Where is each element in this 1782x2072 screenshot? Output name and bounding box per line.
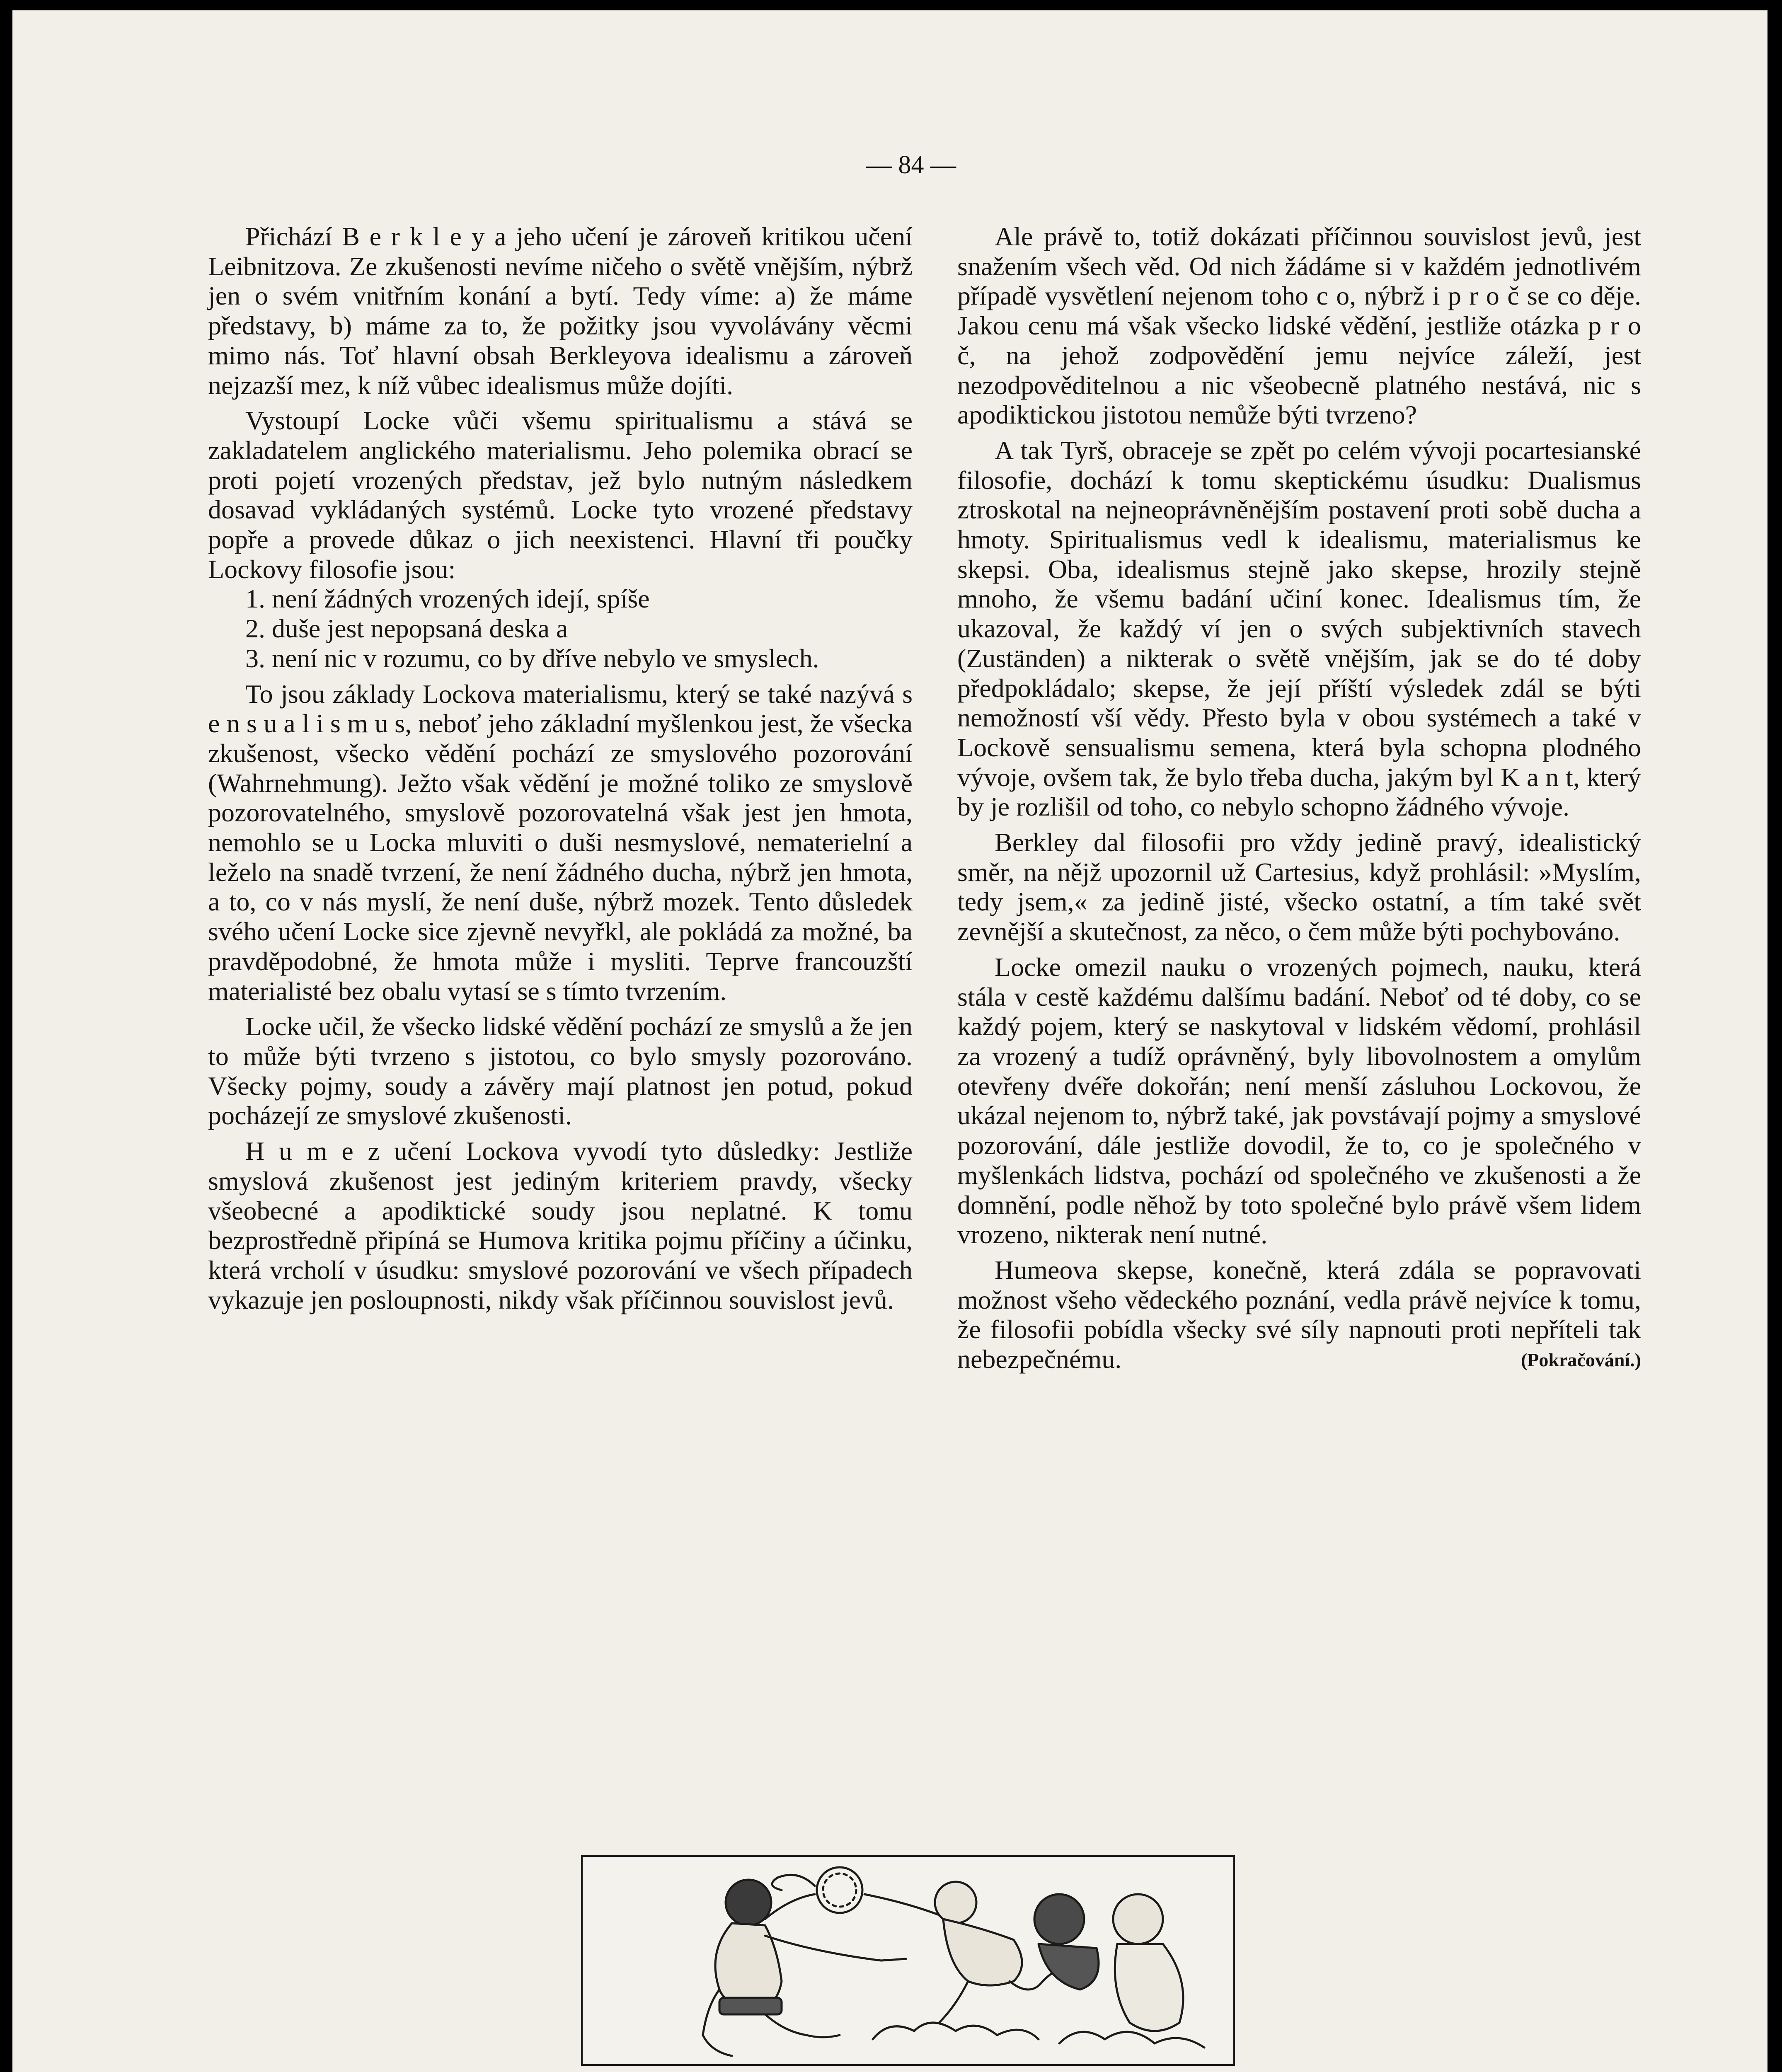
paragraph-hume-skepsis: Humeova skepse, konečně, která zdála se popravovati možnost všeho vědeckého poznání, vedla právě nejvíce k tomu, že filosofii pobídla všecky své síly napnouti proti nepříteli tak nebezpečnému. [957,1255,1641,1374]
paragraph-locke-limited: Locke omezil nauku o vrozených pojmech, nauku, která stála v cestě každému dalšímu badání. Neboť od té doby, co se každý pojem, který se naskytoval v lidském vědomí, prohlásil za vrozený a tudíž oprávněný, byly libovolnostem a omylům otevřeny dvéře dokořán; není menší zásluhou Lockovou, že ukázal nejenom to, nýbrž také, jak povstávají pojmy a smyslové pozorování, dále jestliže dovodil, že to, co je společného v myšlenkách lidstva, pochází od společného ve zkušenosti a že domnění, podle něhož by toto společné bylo právě všem lidem vrozeno, nikterak není nutné. [957,952,1641,1249]
page-sheet [12,10,1767,2072]
paragraph-sensualism: To jsou základy Lockova materialismu, který se také nazývá s e n s u a l i s m u s, neboť jeho základní myšlenkou jest, že všecka zkušenost, všecko vědění pochází ze smyslového pozorování (Wahrnehmung). Ježto však vědění je možné toliko ze smyslově pozorovatelného, smyslově pozorovatelná však jest jen hmota, nemohlo se u Locka mluviti o duši nesmyslové, nematerielní a leželo na snadě tvrzení, že není žádného ducha, nýbrž jen hmota, a to, co v nás myslí, že není duše, nýbrž mozek. Tento důsledek svého učení Locke sice zjevně nevyřkl, ale pokládá za možné, ba pravděpodobné, že hmota může i mysliti. Teprve francouzští materialisté bez obalu vytasí se s tímto tvrzením. [208,679,913,1006]
right-figure-body [1115,1944,1183,2031]
right-figure-head [1113,1894,1163,1944]
right-column [957,222,1641,1375]
dust-cloud-right [1059,2032,1204,2048]
dark-figure-body [1039,1944,1099,1990]
laurel-wreath-leaves [823,1874,856,1907]
paragraph-locke-intro: Vystoupí Locke vůči všemu spiritualismu a stává se zakladatelem anglického materialismu. Jeho polemika obrací se proti pojetí vrozených představ, jež bylo nutným následkem dosavad vykládaných systémů. Locke tyto vrozené představy popře a provede důkaz o jich neexistenci. Hlavní tři poučky Lockovy filosofie jsou: [208,406,913,584]
list-item: 3. není nic v rozumu, co by dříve nebylo ve smyslech. [245,643,819,673]
youth-leg-front [939,1981,968,2023]
list-item: 2. duše jest nepopsaná deska a [245,614,568,644]
paragraph-berkley-direction: Berkley dal filosofii pro vždy jedině pravý, idealistický směr, na nějž upozornil už Cartesius, když prohlásil: »Myslím, tedy jsem,« za jedině jisté, všecko ostatní, a tím také svět zevnější a skutečnost, za něco, o čem může býti pochybováno. [957,828,1641,946]
continued-note: (Pokračování.) [1521,1349,1641,1370]
left-column [208,222,913,1314]
youth-head [935,1882,976,1923]
list-item: 1. není žádných vrozených idejí, spíše [245,584,650,614]
paragraph-tyrs: A tak Tyrš, obraceje se zpět po celém vývoji pocartesianské filosofie, dochází k tomu skeptickému úsudku: Dualismus ztroskotal na nejneoprávněnějším postavení proti sobě ducha a hmoty. Spiritualismus vedl k idealismu, materialismus ke skepsi. Oba, idealismus stejně jako skepse, hrozily stejně mnoho, že všemu badání učiní konec. Idealismus tím, že ukazoval, že každý ví jen o svých subjektivních stavech (Zuständen) a nikterak o světě vnějším, jak se do té doby předpokládalo; skepse, že její příští výsledek zdál se býti nemožností vší vědy. Přesto byla v obou systémech a také v Lockově sensualismu semena, která byla schopna plodného vývoje, ovšem tak, že bylo třeba ducha, jakým byl K a n t, který by je rozlišil od toho, co nebylo schopno žádného vývoje. [957,435,1641,822]
dark-figure-head [1034,1894,1084,1944]
youth-arm-reaching [864,1894,939,1915]
wrestler-arm-raised [765,1894,815,1919]
wreath-ribbon [772,1875,815,1890]
vignette-drawing [583,1857,1233,2064]
paragraph-causality: Ale právě to, totiž dokázati příčinnou souvislost jevů, jest snažením všech věd. Od nich žádáme si v každém jednotlivém případě vysvětlení nejenom toho c o, nýbrž i p r o č se co děje. Jakou cenu má však všecko lidské vědění, jestliže otázka p r o č, na jehož zodpovědění jemu nejvíce záleží, jest nezodpověditelnou a nic všeobecně platného nestává, nic s apodiktickou jistotou nemůže býti tvrzeno? [957,222,1641,430]
wrestler-arm-pointing [765,1936,906,1961]
page-number: — 84 — [866,151,956,179]
dust-cloud-left [873,2023,1039,2039]
illustration-wrestlers-vignette [581,1855,1235,2066]
wrestler-belt [719,1998,782,2014]
paragraph-berkley: Přichází B e r k l e y a jeho učení je zároveň kritikou učení Leibnitzova. Ze zkušenosti nevíme ničeho o světě vnějším, nýbrž jen o svém vnitřním konání a bytí. Tedy víme: a) že máme představy, b) máme za to, že požitky jsou vyvolávány věcmi mimo nás. Toť hlavní obsah Berkleyova idealismu a zároveň nejzazší mez, k níž vůbec idealismus může dojíti. [208,222,913,400]
locke-tenets-list [208,584,913,673]
paragraph-hume: H u m e z učení Lockova vyvodí tyto důsledky: Jestliže smyslová zkušenost jest jediným kriteriem pravdy, všecky všeobecné a apodiktické soudy jsou neplatné. K tomu bezprostředně připíná se Humova kritika pojmu příčiny a účinku, která vrcholí v úsudku: smyslové pozorování ve všech případech vykazuje jen posloupnosti, nikdy však příčinnou souvislost jevů. [208,1136,913,1314]
youth-body [943,1919,1022,1985]
paragraph-locke-taught: Locke učil, že všecko lidské vědění pochází ze smyslů a že jen to může býti tvrzeno s jistotou, co bylo smysly pozorováno. Všecky pojmy, soudy a závěry mají platnost jen potud, pokud pocházejí ze smyslové zkušenosti. [208,1012,913,1130]
